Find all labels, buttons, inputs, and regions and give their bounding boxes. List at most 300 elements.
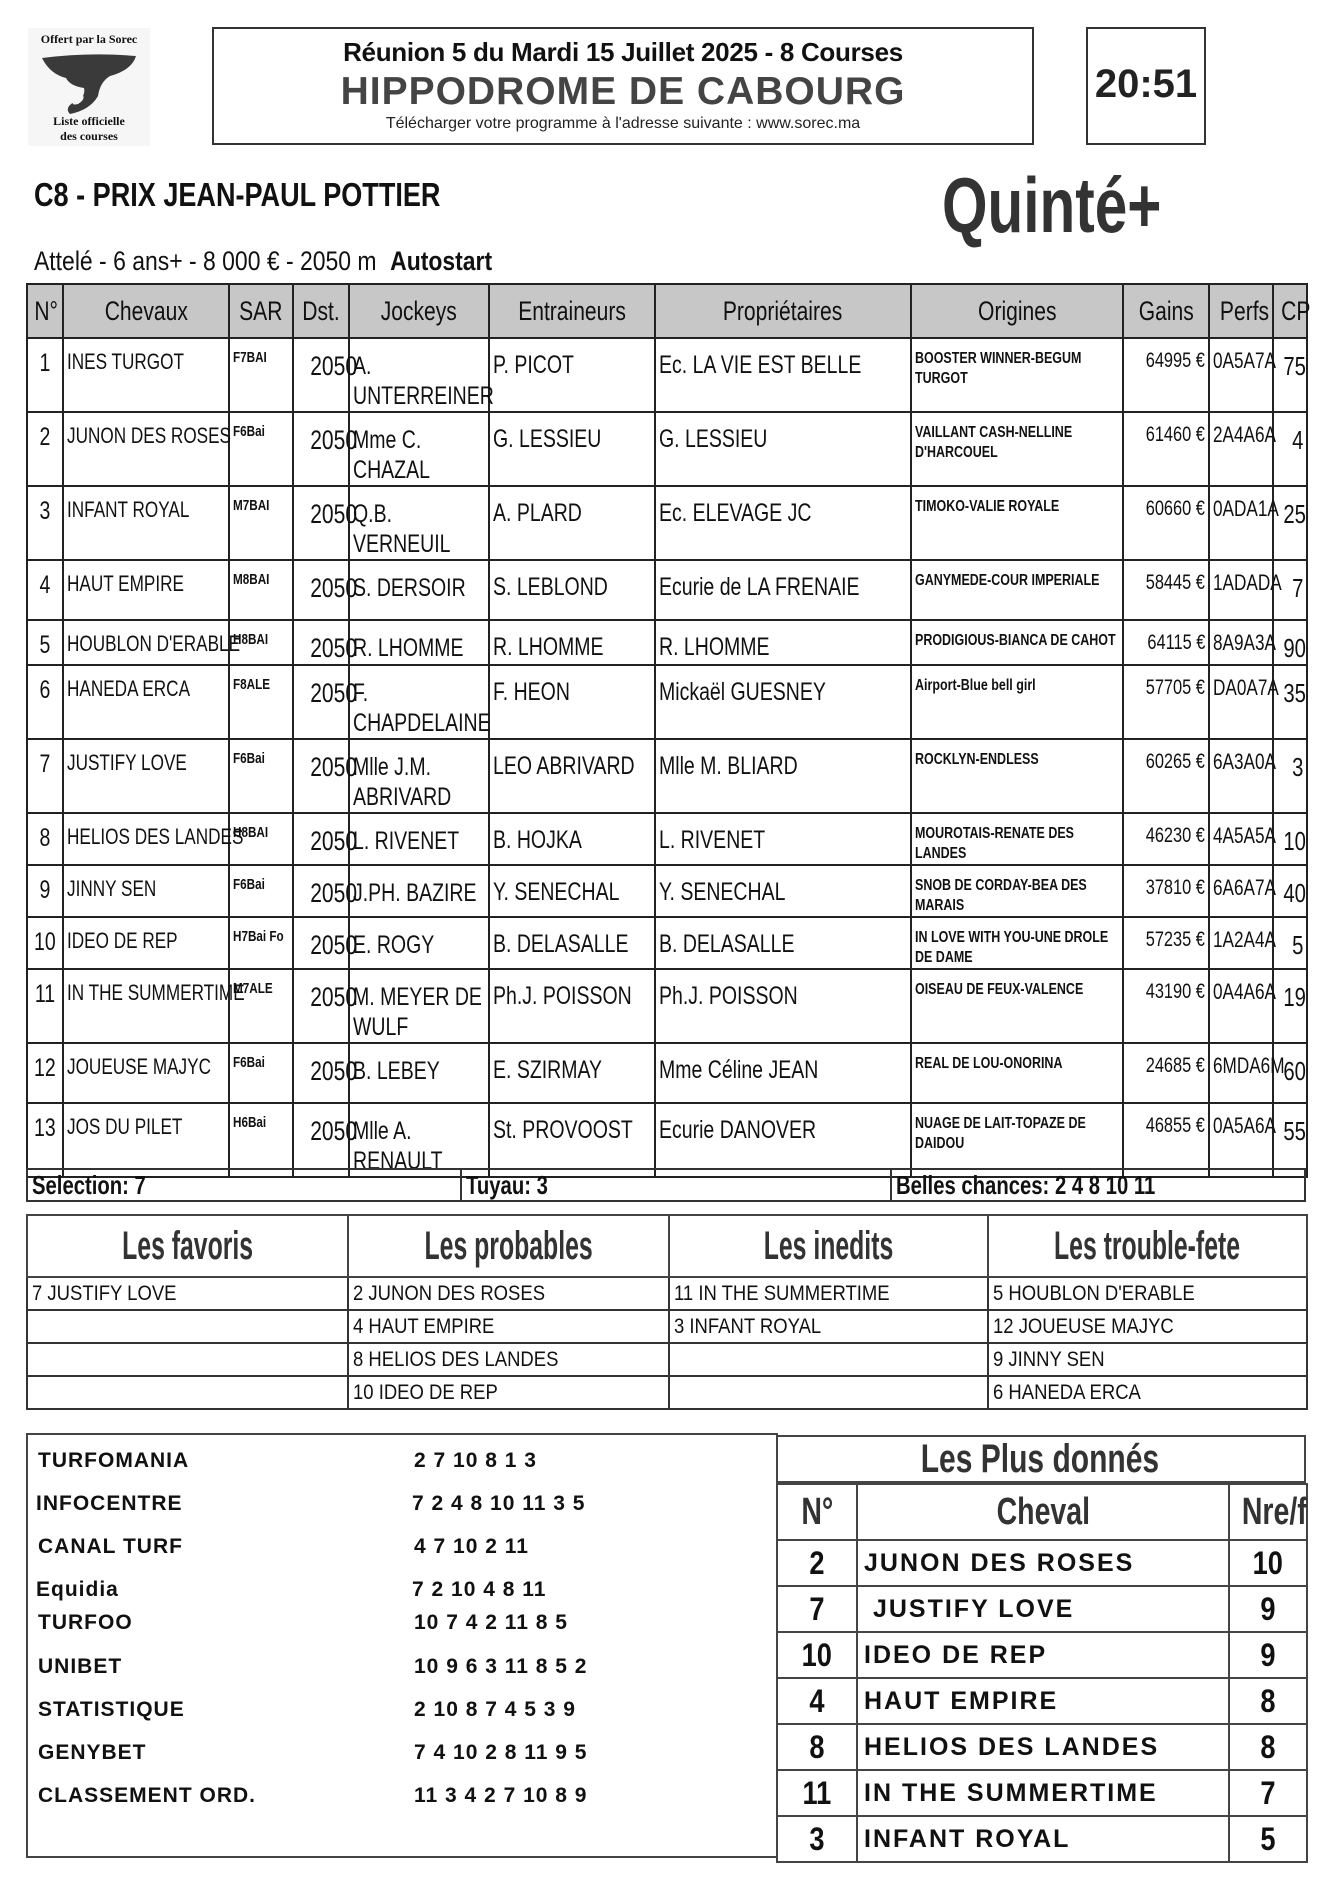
runner-row[interactable] [27, 412, 1307, 486]
runner-owner-cell [655, 969, 911, 1043]
column-header-label: Propriétaires [723, 295, 843, 326]
plus-num: 2 [809, 1544, 825, 1581]
meeting-line: Réunion 5 du Mardi 15 Juillet 2025 - 8 Courses [343, 37, 903, 67]
column-header-jockey [349, 284, 489, 338]
runner-row[interactable] [27, 917, 1307, 969]
runner-origins-cell [911, 739, 1123, 813]
category-entry: 4 HAUT EMPIRE [353, 1315, 495, 1338]
plus-num-cell [777, 1540, 857, 1586]
category-entry: 9 JINNY SEN [993, 1348, 1105, 1371]
runner-cp: 7 [1291, 573, 1303, 603]
runner-owner-cell [655, 338, 911, 412]
runner-perfs: 6A3A0A [1213, 749, 1276, 774]
runner-perfs: 6MDA6M [1213, 1053, 1285, 1078]
runner-num: 4 [39, 571, 51, 599]
press-source-picks: 2 10 8 7 4 5 3 9 [414, 1698, 576, 1721]
runner-origins: REAL DE LOU-ONORINA [915, 1055, 1063, 1072]
runner-jockey-cell [349, 1043, 489, 1103]
runner-cp: 35 [1283, 678, 1306, 708]
runner-owner-cell [655, 412, 911, 486]
runner-dst: 2050 [310, 499, 358, 529]
runner-sar-cell [229, 917, 293, 969]
plus-num: 10 [801, 1636, 833, 1673]
runner-horse: IDEO DE REP [67, 928, 178, 953]
plus-header-label: N° [801, 1490, 833, 1533]
runners-header-row [27, 284, 1307, 338]
runner-perfs: 0A5A6A [1213, 1113, 1276, 1138]
press-source-row [38, 1741, 758, 1769]
runner-trainer: R. LHOMME [493, 633, 604, 661]
runner-trainer: P. PICOT [493, 351, 574, 379]
plus-horse: IN THE SUMMERTIME [857, 1770, 1229, 1816]
category-row [27, 1343, 1307, 1376]
runner-dst: 2050 [310, 351, 358, 381]
runner-trainer-cell [489, 486, 655, 560]
runner-cp: 5 [1291, 930, 1303, 960]
plus-num: 4 [809, 1682, 825, 1719]
runner-dst-cell [293, 813, 358, 865]
runner-origins: TIMOKO-VALIE ROYALE [915, 498, 1060, 515]
runner-num-cell [27, 338, 63, 412]
runner-owner-cell [655, 665, 911, 739]
logo-top-text: Offert par la Sorec [40, 32, 138, 46]
runner-cp: 10 [1283, 826, 1306, 856]
category-cell-probables [348, 1277, 669, 1310]
runner-dst: 2050 [310, 678, 358, 708]
category-cell-probables [348, 1343, 669, 1376]
plus-donnes-table [776, 1483, 1308, 1863]
runner-cp: 55 [1283, 1116, 1306, 1146]
press-source-name: GENYBET [38, 1741, 147, 1764]
plus-header-count [1229, 1484, 1307, 1540]
runner-horse-cell [63, 865, 229, 917]
selection-cell [28, 1170, 462, 1200]
runner-row[interactable] [27, 969, 1307, 1043]
belles-chances-cell [892, 1170, 1304, 1200]
press-source-name: INFOCENTRE [36, 1492, 183, 1515]
category-entry: 6 HANEDA ERCA [993, 1381, 1141, 1404]
runner-cp: 3 [1291, 752, 1303, 782]
runner-row[interactable] [27, 620, 1307, 665]
plus-num-cell [777, 1632, 857, 1678]
runner-origins: OISEAU DE FEUX-VALENCE [915, 981, 1084, 998]
runner-owner: Ecurie de LA FRENAIE [659, 573, 860, 601]
press-source-row [36, 1578, 756, 1606]
runner-horse-cell [63, 412, 232, 486]
runner-owner: Ph.J. POISSON [659, 982, 798, 1010]
plus-count: 8 [1260, 1728, 1276, 1765]
runner-perfs: 8A9A3A [1213, 630, 1276, 655]
press-source-row [38, 1449, 758, 1477]
runner-jockey: R. LHOMME [353, 634, 464, 662]
runner-sar-cell [229, 486, 293, 560]
category-entry: 8 HELIOS DES LANDES [353, 1348, 559, 1371]
plus-num-cell [777, 1816, 857, 1862]
runner-jockey-cell [349, 338, 494, 412]
runner-owner: Y. SENECHAL [659, 878, 786, 906]
runner-trainer: A. PLARD [493, 499, 582, 527]
runner-owner-cell [655, 917, 911, 969]
column-header-label: Chevaux [104, 295, 188, 326]
category-header-favoris [27, 1215, 348, 1277]
runner-owner-cell [655, 1103, 911, 1177]
runner-num: 8 [39, 824, 51, 852]
category-entry: 10 IDEO DE REP [353, 1381, 498, 1404]
column-header-perfs [1209, 284, 1273, 338]
plus-header-label: Nre/f [1241, 1490, 1307, 1533]
press-source-picks: 10 7 4 2 11 8 5 [414, 1611, 568, 1634]
runner-dst: 2050 [310, 752, 358, 782]
category-cell-trouble-fete [988, 1310, 1307, 1343]
runner-dst: 2050 [310, 1116, 358, 1146]
runner-cp: 19 [1283, 982, 1306, 1012]
runner-cp: 60 [1283, 1056, 1306, 1086]
runner-row[interactable] [27, 486, 1307, 560]
runner-owner-cell [655, 865, 911, 917]
runner-trainer-cell [489, 969, 655, 1043]
plus-count-cell [1229, 1678, 1307, 1724]
runner-owner-cell [655, 560, 911, 620]
press-source-row [38, 1784, 758, 1812]
runner-num: 10 [34, 928, 56, 956]
tuyau: Tuyau: 3 [466, 1170, 548, 1200]
runner-gains: 64995 € [1145, 349, 1205, 372]
runner-num: 7 [39, 750, 51, 778]
column-header-label: SAR [239, 295, 283, 326]
runner-trainer-cell [489, 412, 655, 486]
runner-sar: F7BAI [233, 349, 267, 366]
runner-dst: 2050 [310, 573, 358, 603]
column-header-num [27, 284, 63, 338]
runner-horse: INES TURGOT [67, 349, 184, 374]
runner-trainer: S. LEBLOND [493, 573, 608, 601]
runner-trainer-cell [489, 560, 655, 620]
runner-dst-cell [293, 412, 358, 486]
category-cell-favoris [27, 1277, 348, 1310]
runner-jockey-cell [349, 865, 489, 917]
runner-gains-cell [1123, 813, 1209, 865]
runner-gains-cell [1123, 1103, 1209, 1177]
runner-gains-cell [1123, 969, 1209, 1043]
race-conditions-text: Attelé - 6 ans+ - 8 000 € - 2050 m [34, 246, 377, 276]
runner-origins-cell [911, 917, 1123, 969]
runner-num: 12 [34, 1054, 56, 1082]
runner-perfs-cell [1209, 1103, 1276, 1177]
runner-gains-cell [1123, 917, 1209, 969]
runner-gains: 57235 € [1145, 928, 1205, 951]
runner-owner: Ec. LA VIE EST BELLE [659, 351, 862, 379]
runner-jockey: L. RIVENET [353, 827, 460, 855]
plus-count-cell [1229, 1540, 1307, 1586]
sorec-logo [28, 28, 150, 146]
race-title: C8 - PRIX JEAN-PAUL POTTIER [34, 176, 441, 213]
runner-owner: Mme Céline JEAN [659, 1056, 819, 1084]
category-entry: 2 JUNON DES ROSES [353, 1282, 546, 1305]
category-row [27, 1376, 1307, 1409]
runner-sar: H8BAI [233, 631, 269, 648]
runner-perfs-cell [1209, 486, 1279, 560]
category-cell-trouble-fete [988, 1277, 1307, 1310]
runner-jockey-cell [349, 813, 489, 865]
press-source-name: TURFOMANIA [38, 1449, 190, 1472]
runner-row[interactable] [27, 865, 1307, 917]
runner-trainer: LEO ABRIVARD [493, 752, 635, 780]
runner-jockey: J.PH. BAZIRE [353, 879, 477, 907]
plus-count: 9 [1260, 1590, 1276, 1627]
runner-num: 1 [39, 349, 51, 377]
runner-origins: VAILLANT CASH-NELLINE D'HARCOUEL [915, 424, 1073, 461]
plus-num-cell [777, 1724, 857, 1770]
runner-owner: G. LESSIEU [659, 425, 768, 453]
runner-row[interactable] [27, 338, 1307, 412]
runner-dst-cell [293, 969, 358, 1043]
runner-num-cell [27, 1043, 63, 1103]
runner-horse-cell [63, 665, 229, 739]
press-source-name: CLASSEMENT ORD. [38, 1784, 257, 1807]
start-type: Autostart [390, 246, 493, 276]
press-source-picks: 11 3 4 2 7 10 8 9 [414, 1784, 588, 1807]
press-source-picks: 4 7 10 2 11 [414, 1535, 529, 1558]
category-cell-inedits [669, 1343, 988, 1376]
runner-gains-cell [1123, 412, 1209, 486]
plus-num: 11 [802, 1774, 832, 1811]
press-source-row [38, 1655, 758, 1683]
runner-dst-cell [293, 560, 358, 620]
runner-origins: GANYMEDE-COUR IMPERIALE [915, 572, 1100, 589]
press-source-picks: 7 4 10 2 8 11 9 5 [414, 1741, 588, 1764]
runner-sar: F6Bai [233, 750, 265, 767]
selection: Selection: 7 [32, 1170, 146, 1200]
plus-num: 7 [809, 1590, 825, 1627]
runner-row[interactable] [27, 665, 1307, 739]
runner-jockey-cell [349, 560, 489, 620]
plus-horse: HAUT EMPIRE [857, 1678, 1229, 1724]
runner-origins: BOOSTER WINNER-BEGUM TURGOT [915, 350, 1082, 387]
runner-owner: L. RIVENET [659, 826, 766, 854]
runner-perfs-cell [1209, 813, 1276, 865]
runner-owner-cell [655, 486, 911, 560]
runner-cp: 4 [1291, 425, 1303, 455]
runner-horse-cell [63, 1103, 229, 1177]
runner-row[interactable] [27, 1043, 1307, 1103]
runner-trainer-cell [489, 1043, 655, 1103]
category-header-inedits [669, 1215, 988, 1277]
runner-origins-cell [911, 338, 1123, 412]
plus-count-cell [1229, 1586, 1307, 1632]
plus-count-cell [1229, 1770, 1307, 1816]
runner-num: 6 [39, 676, 51, 704]
runner-owner-cell [655, 620, 911, 665]
category-header-label: Les trouble-fete [1054, 1223, 1241, 1268]
runner-jockey: M. MEYER DE WULF [353, 983, 482, 1041]
runner-perfs-cell [1209, 917, 1276, 969]
runner-jockey-cell [349, 665, 489, 739]
runner-row[interactable] [27, 560, 1307, 620]
category-entry: 7 JUSTIFY LOVE [32, 1282, 177, 1305]
runner-dst: 2050 [310, 1056, 358, 1086]
plus-donnes-row [777, 1632, 1307, 1678]
runner-trainer-cell [489, 865, 655, 917]
runner-owner: R. LHOMME [659, 633, 770, 661]
runner-dst-cell [293, 865, 358, 917]
runner-sar: F6Bai [233, 876, 265, 893]
runner-horse-cell [63, 560, 229, 620]
plus-count: 5 [1260, 1820, 1276, 1857]
runner-sar-cell [229, 739, 293, 813]
runner-horse: HANEDA ERCA [67, 676, 191, 701]
runner-perfs: DA0A7A [1213, 675, 1279, 700]
plus-header-horse [857, 1484, 1229, 1540]
runner-sar-cell [229, 412, 293, 486]
runner-jockey: A. UNTERREINER [353, 352, 494, 410]
runner-jockey: S. DERSOIR [353, 574, 466, 602]
runner-origins-cell [911, 1043, 1123, 1103]
plus-donnes-row [777, 1586, 1307, 1632]
category-header-label: Les probables [424, 1223, 593, 1268]
runner-row[interactable] [27, 813, 1307, 865]
plus-count: 9 [1260, 1636, 1276, 1673]
runner-owner: Mlle M. BLIARD [659, 752, 798, 780]
runner-dst-cell [293, 917, 358, 969]
column-header-sar [229, 284, 293, 338]
plus-donnes-row [777, 1816, 1307, 1862]
column-header-label: Perfs [1219, 295, 1270, 326]
runner-origins-cell [911, 412, 1123, 486]
runner-sar: M8BAI [233, 571, 270, 588]
runner-num-cell [27, 969, 63, 1043]
meeting-header [212, 27, 1034, 145]
runner-perfs: 0A5A7A [1213, 348, 1276, 373]
runner-num: 2 [39, 423, 51, 451]
runner-gains: 43190 € [1145, 980, 1205, 1003]
plus-donnes-row [777, 1770, 1307, 1816]
runner-num-cell [27, 412, 63, 486]
runner-origins: SNOB DE CORDAY-BEA DES MARAIS [915, 877, 1087, 914]
plus-donnes-row [777, 1724, 1307, 1770]
press-source-name: TURFOO [38, 1611, 133, 1634]
hippodrome-name: HIPPODROME DE CABOURG [340, 70, 906, 113]
runner-jockey: F. CHAPDELAINE [353, 679, 491, 737]
category-cell-trouble-fete [988, 1376, 1307, 1409]
column-header-dst [293, 284, 349, 338]
runner-num: 13 [34, 1114, 56, 1142]
column-header-label: N° [34, 295, 58, 326]
column-header-horse [63, 284, 229, 338]
press-source-row [38, 1611, 758, 1639]
runner-horse-cell [63, 620, 241, 665]
runner-trainer: F. HEON [493, 678, 570, 706]
category-cell-inedits [669, 1310, 988, 1343]
plus-num: 3 [809, 1820, 825, 1857]
runner-jockey: Mlle J.M. ABRIVARD [353, 753, 452, 811]
category-cell-probables [348, 1310, 669, 1343]
logo-bottom-text-1: Liste officielle [53, 114, 125, 128]
runner-sar: H8BAI [233, 824, 269, 841]
runner-row[interactable] [27, 739, 1307, 813]
runner-cp: 25 [1283, 499, 1306, 529]
runner-gains: 57705 € [1145, 676, 1205, 699]
runner-perfs: 0A4A6A [1213, 979, 1276, 1004]
runner-perfs-cell [1209, 560, 1282, 620]
runner-trainer-cell [489, 338, 655, 412]
runner-trainer: B. DELASALLE [493, 930, 629, 958]
runner-trainer: G. LESSIEU [493, 425, 602, 453]
runner-horse: JOUEUSE MAJYC [67, 1054, 211, 1079]
press-source-picks: 10 9 6 3 11 8 5 2 [414, 1655, 588, 1678]
runner-dst-cell [293, 338, 358, 412]
runner-gains: 60265 € [1145, 750, 1205, 773]
runner-origins-cell [911, 1103, 1123, 1177]
press-source-picks: 7 2 10 4 8 11 [412, 1578, 547, 1601]
plus-horse: INFANT ROYAL [857, 1816, 1229, 1862]
runner-sar-cell [229, 813, 293, 865]
runner-origins-cell [911, 486, 1123, 560]
runner-num-cell [27, 486, 63, 560]
runner-sar: H6Bai [233, 1114, 267, 1131]
category-header-label: Les favoris [122, 1223, 253, 1268]
runner-cp: 90 [1283, 633, 1306, 663]
category-entry: 5 HOUBLON D'ERABLE [993, 1282, 1195, 1305]
logo-bottom-text-2: des courses [60, 129, 118, 143]
plus-num-cell [777, 1586, 857, 1632]
runner-sar: F8ALE [233, 676, 271, 693]
runner-jockey-cell [349, 739, 489, 813]
runner-dst: 2050 [310, 930, 358, 960]
category-row [27, 1310, 1307, 1343]
runner-horse-cell [63, 1043, 229, 1103]
runner-perfs: 1A2A4A [1213, 927, 1276, 952]
runner-horse: HELIOS DES LANDES [67, 824, 244, 849]
categories-header-row [27, 1215, 1307, 1277]
runner-dst: 2050 [310, 826, 358, 856]
press-source-picks: 7 2 4 8 10 11 3 5 [412, 1492, 586, 1515]
category-header-trouble-fete [988, 1215, 1307, 1277]
runner-owner: Ec. ELEVAGE JC [659, 499, 812, 527]
plus-num: 8 [809, 1728, 825, 1765]
runner-origins-cell [911, 620, 1123, 665]
runner-num-cell [27, 620, 63, 665]
runner-sar-cell [229, 620, 293, 665]
category-row [27, 1277, 1307, 1310]
runner-row[interactable] [27, 1103, 1307, 1177]
plus-count-cell [1229, 1632, 1307, 1678]
runner-num-cell [27, 813, 63, 865]
plus-donnes-row [777, 1678, 1307, 1724]
press-source-name: STATISTIQUE [38, 1698, 185, 1721]
runners-table [26, 283, 1311, 1178]
runner-horse: HAUT EMPIRE [67, 571, 184, 596]
column-header-label: Dst. [302, 295, 340, 326]
category-cell-favoris [27, 1310, 348, 1343]
runner-horse-cell [63, 486, 229, 560]
plus-count: 10 [1252, 1544, 1284, 1581]
plus-count-cell [1229, 1724, 1307, 1770]
runner-trainer-cell [489, 813, 655, 865]
runner-trainer-cell [489, 739, 655, 813]
runner-horse-cell [63, 969, 245, 1043]
category-entry: 11 IN THE SUMMERTIME [674, 1282, 890, 1305]
runner-num: 3 [39, 497, 51, 525]
runner-horse: JUNON DES ROSES [67, 423, 232, 448]
runner-sar-cell [229, 865, 293, 917]
runner-num-cell [27, 739, 63, 813]
runner-perfs-cell [1209, 338, 1276, 412]
download-note[interactable]: Télécharger votre programme à l'adresse suivante : www.sorec.ma [385, 115, 861, 132]
runner-jockey-cell [349, 917, 489, 969]
runner-trainer: St. PROVOOST [493, 1116, 633, 1144]
runner-origins: NUAGE DE LAIT-TOPAZE DE DAIDOU [915, 1115, 1086, 1152]
runner-jockey-cell [349, 620, 489, 665]
